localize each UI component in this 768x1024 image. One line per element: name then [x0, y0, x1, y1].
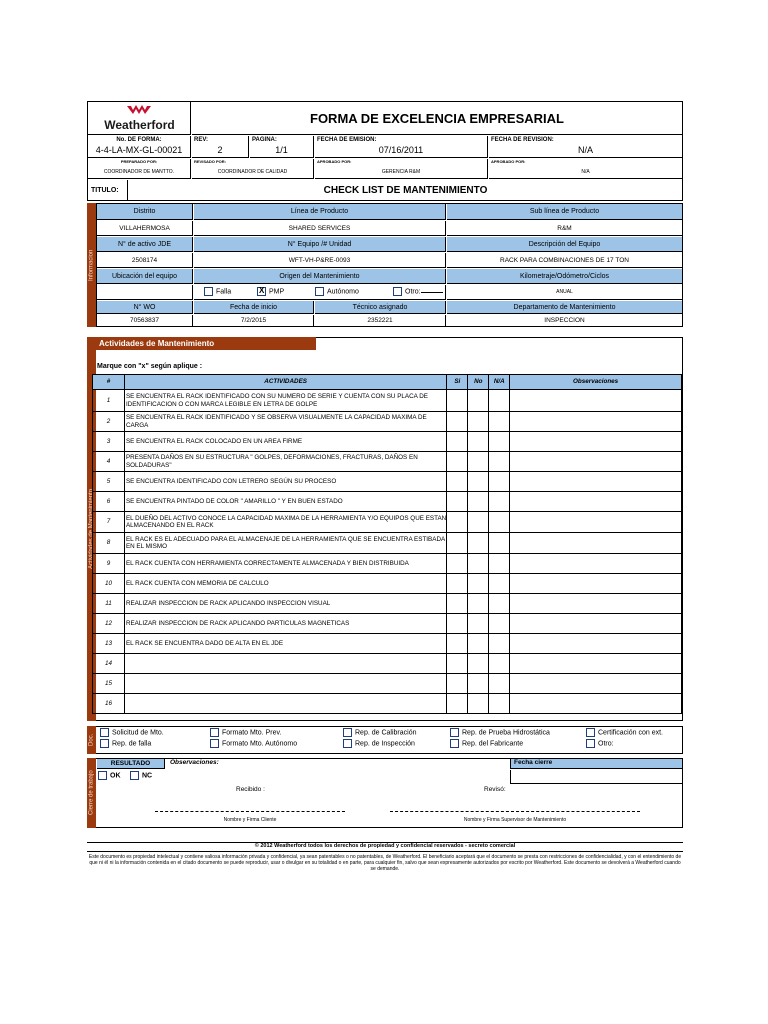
- otro-option[interactable]: [393, 287, 443, 296]
- cierre-side-bar: [87, 758, 96, 828]
- doc-label: Otro:: [598, 740, 614, 748]
- col-na-header: N/A: [489, 375, 510, 390]
- row-activity: EL RACK CUENTA CON HERRAMIENTA CORRECTAMENTE ALMACENADA Y BIEN DISTRIBUIDA: [124, 554, 446, 574]
- cierre-side-label: Cierre de trabajo: [88, 770, 95, 816]
- kilometraje-label: Kilometraje/Odómetro/Ciclos: [447, 269, 682, 284]
- row-obs-cell[interactable]: [510, 533, 682, 554]
- row-si-cell[interactable]: [447, 554, 468, 574]
- table-row: [93, 554, 682, 574]
- row-si-cell[interactable]: [447, 512, 468, 533]
- table-row: [93, 412, 682, 432]
- row-si-cell[interactable]: [447, 594, 468, 614]
- row-si-cell[interactable]: [447, 574, 468, 594]
- rev-label: REV:: [194, 137, 209, 143]
- row-activity: PRESENTA DAÑOS EN SU ESTRUCTURA " GOLPES, DEFORMACIONES, FRACTURAS, DAÑOS EN SOLDADURAS": [124, 452, 446, 472]
- row-number: 3: [93, 432, 125, 452]
- row-si-cell[interactable]: [447, 533, 468, 554]
- fecha-revision-label: FECHA DE REVISION:: [491, 137, 554, 143]
- row-no-cell[interactable]: [468, 492, 489, 512]
- table-row: [93, 674, 682, 694]
- descripcion-label: Descripción del Equipo: [447, 237, 682, 252]
- revisado-label: REVISADO POR:: [194, 159, 227, 164]
- row-si-cell[interactable]: [447, 694, 468, 714]
- footer-rule-2: [87, 851, 683, 852]
- activo-value: 2508174: [97, 253, 193, 268]
- falla-checkbox[interactable]: [204, 287, 213, 296]
- row-si-cell[interactable]: [447, 654, 468, 674]
- fecha-cierre-label: Fecha cierre: [510, 759, 682, 769]
- form-title: FORMA DE EXCELENCIA EMPRESARIAL: [192, 102, 682, 135]
- doc-label: Certificación con ext.: [598, 729, 663, 737]
- firma-cliente-label: Nombre y Firma Cliente: [223, 817, 277, 823]
- pagina-cell: [250, 136, 314, 158]
- row-no-cell[interactable]: [468, 594, 489, 614]
- doc-option[interactable]: [450, 739, 523, 748]
- row-na-cell[interactable]: [489, 654, 510, 674]
- info-side-bar: [87, 203, 96, 327]
- row-number: 15: [93, 674, 125, 694]
- fecha-inicio-value: 7/2/2015: [194, 315, 314, 326]
- doc-checkbox[interactable]: [586, 728, 595, 737]
- activo-label: N° de activo JDE: [97, 237, 193, 252]
- revisado-cell: [192, 159, 314, 179]
- titulo-value: CHECK LIST DE MANTENIMIENTO: [323, 184, 488, 196]
- distrito-value: VILLAHERMOSA: [97, 221, 193, 236]
- row-na-cell[interactable]: [489, 432, 510, 452]
- docs-grid: [100, 728, 680, 752]
- titulo-label: TITULO:: [88, 180, 128, 200]
- wo-label: N° WO: [97, 301, 193, 314]
- fecha-emision-cell: [315, 136, 488, 158]
- rev-cell: [192, 136, 249, 158]
- aprobado2-label: APROBADO POR:: [491, 159, 526, 164]
- ubicacion-value[interactable]: [97, 285, 193, 300]
- logo-text: Weatherford: [104, 118, 175, 132]
- row-obs-cell[interactable]: [510, 412, 682, 432]
- logo: [88, 102, 191, 135]
- row-obs-cell[interactable]: [510, 654, 682, 674]
- falla-option[interactable]: [204, 287, 231, 296]
- table-row: [93, 472, 682, 492]
- nc-option[interactable]: [130, 771, 152, 780]
- doc-checkbox[interactable]: [586, 739, 595, 748]
- row-activity: REALIZAR INSPECCION DE RACK APLICANDO PARTICULAS MAGNETICAS: [124, 614, 446, 634]
- row-na-cell[interactable]: [489, 694, 510, 714]
- row-obs-cell[interactable]: [510, 594, 682, 614]
- table-row: [93, 432, 682, 452]
- row-obs-cell[interactable]: [510, 634, 682, 654]
- doc-label: Rep. del Fabricante: [462, 740, 524, 748]
- row-si-cell[interactable]: [447, 614, 468, 634]
- doc-checkbox[interactable]: [450, 739, 459, 748]
- ok-option[interactable]: [98, 771, 121, 780]
- row-na-cell[interactable]: [489, 634, 510, 654]
- row-na-cell[interactable]: [489, 452, 510, 472]
- doc-checkbox[interactable]: [210, 739, 219, 748]
- doc-option[interactable]: [100, 728, 164, 737]
- actividades-title: Actividades de Mantenimiento: [96, 337, 316, 350]
- row-activity: SE ENCUENTRA IDENTIFICADO CON LETRERO SEGÚN SU PROCESO: [124, 472, 446, 492]
- row-activity: REALIZAR INSPECCION DE RACK APLICANDO INSPECCION VISUAL: [124, 594, 446, 614]
- row-no-cell[interactable]: [468, 533, 489, 554]
- otro-checkbox[interactable]: [393, 287, 402, 296]
- row-no-cell[interactable]: [468, 574, 489, 594]
- table-row: [93, 512, 682, 533]
- doc-checkbox[interactable]: [343, 728, 352, 737]
- row-na-cell[interactable]: [489, 594, 510, 614]
- row-no-cell[interactable]: [468, 472, 489, 492]
- row-activity: EL RACK CUENTA CON MEMORIA DE CALCULO: [124, 574, 446, 594]
- pmp-label: PMP: [269, 288, 285, 296]
- equipo-value: WFT-VH-P&RE-0093: [194, 253, 446, 268]
- table-row: [93, 614, 682, 634]
- docs-side-bar: [87, 726, 96, 754]
- row-activity: EL RACK SE ENCUENTRA DADO DE ALTA EN EL JDE: [124, 634, 446, 654]
- falla-label: Falla: [216, 288, 232, 296]
- tecnico-label: Técnico asignado: [315, 301, 446, 314]
- doc-option[interactable]: [586, 739, 614, 748]
- row-si-cell[interactable]: [447, 412, 468, 432]
- fecha-cierre-value[interactable]: [510, 770, 682, 784]
- linea-value: SHARED SERVICES: [194, 221, 446, 236]
- doc-option[interactable]: [210, 728, 281, 737]
- doc-checkbox[interactable]: [343, 739, 352, 748]
- row-no-cell[interactable]: [468, 554, 489, 574]
- nc-label: NC: [142, 772, 153, 780]
- fecha-emision-label: FECHA DE EMISION:: [317, 137, 377, 143]
- row-number: 11: [93, 594, 125, 614]
- col-no-header: No: [468, 375, 489, 390]
- docs-side-label: Doc.: [88, 733, 95, 747]
- origen-options: [194, 285, 446, 300]
- fecha-inicio-label: Fecha de inicio: [194, 301, 314, 314]
- row-number: 10: [93, 574, 125, 594]
- row-activity: SE ENCUENTRA PINTADO DE COLOR " AMARILLO " Y EN BUEN ESTADO: [124, 492, 446, 512]
- row-si-cell[interactable]: [447, 634, 468, 654]
- sublinea-value: R&M: [447, 221, 682, 236]
- table-header-row: [93, 375, 682, 390]
- preparado-cell: [88, 159, 191, 179]
- autonomo-option[interactable]: [315, 287, 359, 296]
- doc-option[interactable]: [100, 739, 151, 748]
- pmp-option[interactable]: [257, 287, 284, 296]
- doc-option[interactable]: [210, 739, 297, 748]
- row-activity: [124, 654, 446, 674]
- row-obs-cell[interactable]: [510, 694, 682, 714]
- row-na-cell[interactable]: [489, 614, 510, 634]
- ok-label: OK: [110, 772, 121, 780]
- row-activity: EL DUEÑO DEL ACTIVO CONOCE LA CAPACIDAD MAXIMA DE LA HERRAMIENTA Y/O EQUIPOS QUE ESTAN ALMACENANDO EN EL RACK: [124, 512, 446, 533]
- distrito-label: Distrito: [97, 204, 193, 220]
- equipo-label: N° Equipo /# Unidad: [194, 237, 446, 252]
- row-na-cell[interactable]: [489, 574, 510, 594]
- no-forma-cell: [88, 136, 191, 158]
- row-activity: SE ENCUENTRA EL RACK IDENTIFICADO Y SE OBSERVA VISUALMENTE LA CAPACIDAD MAXIMA DE CARGA: [124, 412, 446, 432]
- aprobado2-cell: [489, 159, 682, 179]
- row-number: 16: [93, 694, 125, 714]
- col-si-header: Si: [447, 375, 468, 390]
- firma-supervisor-line: [390, 811, 640, 812]
- row-activity: [124, 674, 446, 694]
- doc-option[interactable]: [343, 739, 415, 748]
- table-row: [93, 634, 682, 654]
- row-number: 7: [93, 512, 125, 533]
- row-no-cell[interactable]: [468, 674, 489, 694]
- reviso-label: Revisó:: [484, 786, 506, 793]
- row-number: 8: [93, 533, 125, 554]
- row-obs-cell[interactable]: [510, 674, 682, 694]
- depto-label: Departamento de Mantenimiento: [447, 301, 682, 314]
- depto-value: INSPECCION: [544, 317, 585, 324]
- descripcion-value: RACK PARA COMBINACIONES DE 17 TON: [447, 253, 682, 268]
- linea-label: Línea de Producto: [194, 204, 446, 220]
- actividades-side-label: Actividades de Mantenimiento: [88, 488, 95, 570]
- col-act-header: ACTIVIDADES: [124, 375, 446, 390]
- doc-option[interactable]: [343, 728, 416, 737]
- footer-disclaimer: Este documento es propiedad intelectual y contiene valiosa información privada y confidencial, ya sean patentables o no patentables, de Weatherford. El beneficiario aceptará que el documento se presta con restricciones de confidencialidad, y con el entendimiento de que ni él ni la información contenida en el citado documento se puede reproducir, usar o divulgar en su totalidad o en parte, para cualquier fin, salvo que sean expresamente autorizados por escrito por Weatherford. Este documento se devolverá a Weatherford cuando se demande.: [88, 854, 682, 872]
- aprobado2-value: N/A: [581, 169, 590, 175]
- preparado-value: COORDINADOR DE MANTTO.: [103, 169, 175, 175]
- actividades-table: [92, 374, 682, 714]
- firma-supervisor-label: Nombre y Firma Supervisor de Mantenimiento: [463, 817, 567, 823]
- rev-value: 2: [217, 145, 223, 155]
- firma-cliente-line: [155, 811, 345, 812]
- sublinea-label: Sub línea de Producto: [447, 204, 682, 220]
- fecha-emision-value: 07/16/2011: [378, 145, 424, 155]
- doc-checkbox[interactable]: [450, 728, 459, 737]
- row-obs-cell[interactable]: [510, 574, 682, 594]
- table-row: [93, 452, 682, 472]
- col-obs-header: Observaciones: [510, 375, 682, 390]
- table-row: [93, 574, 682, 594]
- doc-label: Rep. de Prueba Hidrostática: [462, 729, 550, 737]
- ok-checkbox[interactable]: [98, 771, 107, 780]
- autonomo-checkbox[interactable]: [315, 287, 324, 296]
- table-row: [93, 694, 682, 714]
- row-no-cell[interactable]: [468, 634, 489, 654]
- row-na-cell[interactable]: [489, 533, 510, 554]
- row-na-cell[interactable]: [489, 390, 510, 412]
- doc-option[interactable]: [586, 728, 663, 737]
- autonomo-label: Autónomo: [327, 288, 359, 296]
- info-side-label: Informacion: [88, 249, 95, 281]
- row-activity: EL RACK ES EL ADECUADO PARA EL ALMACENAJE DE LA HERRAMIENTA QUE SE ENCUENTRA ESTIBADA EN EL MISMO: [124, 533, 446, 554]
- row-si-cell[interactable]: [447, 472, 468, 492]
- row-obs-cell[interactable]: [510, 554, 682, 574]
- row-number: 1: [93, 390, 125, 412]
- row-na-cell[interactable]: [489, 412, 510, 432]
- recibido-label: Recibido :: [236, 786, 265, 793]
- row-activity: SE ENCUENTRA EL RACK IDENTIFICADO CON SU NUMERO DE SERIE Y CUENTA CON SU PLACA DE IDENTIFICACION O CON MARCA LEGIBLE EN LETRA DE GOLPE: [124, 390, 446, 412]
- row-number: 6: [93, 492, 125, 512]
- row-number: 2: [93, 412, 125, 432]
- row-obs-cell[interactable]: [510, 492, 682, 512]
- revisado-value: COORDINADOR DE CALIDAD: [217, 169, 288, 175]
- row-si-cell[interactable]: [447, 674, 468, 694]
- no-forma-label: No. DE FORMA:: [116, 137, 162, 143]
- doc-label: Rep. de falla: [112, 740, 152, 748]
- row-si-cell[interactable]: [447, 452, 468, 472]
- otro-line: [421, 292, 443, 293]
- doc-option[interactable]: [450, 728, 550, 737]
- row-no-cell[interactable]: [468, 614, 489, 634]
- row-na-cell[interactable]: [489, 472, 510, 492]
- row-obs-cell[interactable]: [510, 390, 682, 412]
- anual-value: ANUAL: [447, 285, 682, 300]
- preparado-label: PREPARADO POR:: [120, 159, 158, 164]
- ubicacion-label: Ubicación del equipo: [97, 269, 193, 284]
- row-si-cell[interactable]: [447, 492, 468, 512]
- row-si-cell[interactable]: [447, 390, 468, 412]
- doc-label: Solicitud de Mto.: [112, 729, 164, 737]
- table-row: [93, 492, 682, 512]
- row-no-cell[interactable]: [468, 512, 489, 533]
- no-forma-value: 4-4-LA-MX-GL-00021: [95, 145, 183, 155]
- row-obs-cell[interactable]: [510, 452, 682, 472]
- footer-copyright: © 2012 Weatherford todos los derechos de propiedad y confidencial reservados - secreto comercial: [254, 843, 516, 849]
- instruction-text: Marque con "x" según aplique :: [97, 363, 203, 370]
- row-si-cell[interactable]: [447, 432, 468, 452]
- aprobado-value: GERENCIA R&M: [381, 169, 421, 175]
- table-row: [93, 594, 682, 614]
- resultado-label: RESULTADO: [97, 759, 165, 769]
- row-number: 9: [93, 554, 125, 574]
- row-number: 5: [93, 472, 125, 492]
- row-number: 12: [93, 614, 125, 634]
- row-no-cell[interactable]: [468, 654, 489, 674]
- row-number: 13: [93, 634, 125, 654]
- pmp-checkbox[interactable]: [257, 287, 266, 296]
- otro-label: Otro:: [405, 288, 421, 296]
- row-activity: [124, 694, 446, 714]
- nc-checkbox[interactable]: [130, 771, 139, 780]
- aprobado-label: APROBADO POR:: [317, 159, 352, 164]
- doc-checkbox[interactable]: [210, 728, 219, 737]
- tecnico-value: 2352221: [315, 315, 446, 326]
- weatherford-logo-icon: [125, 104, 153, 118]
- doc-label: Rep. de Calibración: [355, 729, 417, 737]
- observaciones-label: Observaciones:: [170, 759, 219, 766]
- doc-checkbox[interactable]: [100, 739, 109, 748]
- wo-value: 70563837: [97, 315, 193, 326]
- doc-checkbox[interactable]: [100, 728, 109, 737]
- row-no-cell[interactable]: [468, 694, 489, 714]
- fecha-revision-cell: [489, 136, 682, 158]
- row-na-cell[interactable]: [489, 492, 510, 512]
- row-no-cell[interactable]: [468, 452, 489, 472]
- row-no-cell[interactable]: [468, 432, 489, 452]
- row-number: 14: [93, 654, 125, 674]
- row-activity: SE ENCUENTRA EL RACK COLOCADO EN UN AREA FIRME: [124, 432, 446, 452]
- doc-label: Formato Mto. Prev.: [222, 729, 282, 737]
- row-na-cell[interactable]: [489, 674, 510, 694]
- row-no-cell[interactable]: [468, 412, 489, 432]
- doc-label: Formato Mto. Autónomo: [222, 740, 298, 748]
- row-na-cell[interactable]: [489, 512, 510, 533]
- pagina-label: PAGINA:: [252, 137, 277, 143]
- table-row: [93, 533, 682, 554]
- row-obs-cell[interactable]: [510, 472, 682, 492]
- origen-label: Origen del Mantenimiento: [194, 269, 446, 284]
- row-number: 4: [93, 452, 125, 472]
- col-num-header: #: [93, 375, 125, 390]
- doc-label: Rep. de Inspección: [355, 740, 415, 748]
- fecha-revision-value: N/A: [577, 145, 593, 155]
- table-row: [93, 654, 682, 674]
- row-obs-cell[interactable]: [510, 512, 682, 533]
- row-na-cell[interactable]: [489, 554, 510, 574]
- row-no-cell[interactable]: [468, 390, 489, 412]
- pagina-value: 1/1: [275, 145, 288, 155]
- table-row: [93, 390, 682, 412]
- aprobado-cell: [315, 159, 488, 179]
- row-obs-cell[interactable]: [510, 614, 682, 634]
- row-obs-cell[interactable]: [510, 432, 682, 452]
